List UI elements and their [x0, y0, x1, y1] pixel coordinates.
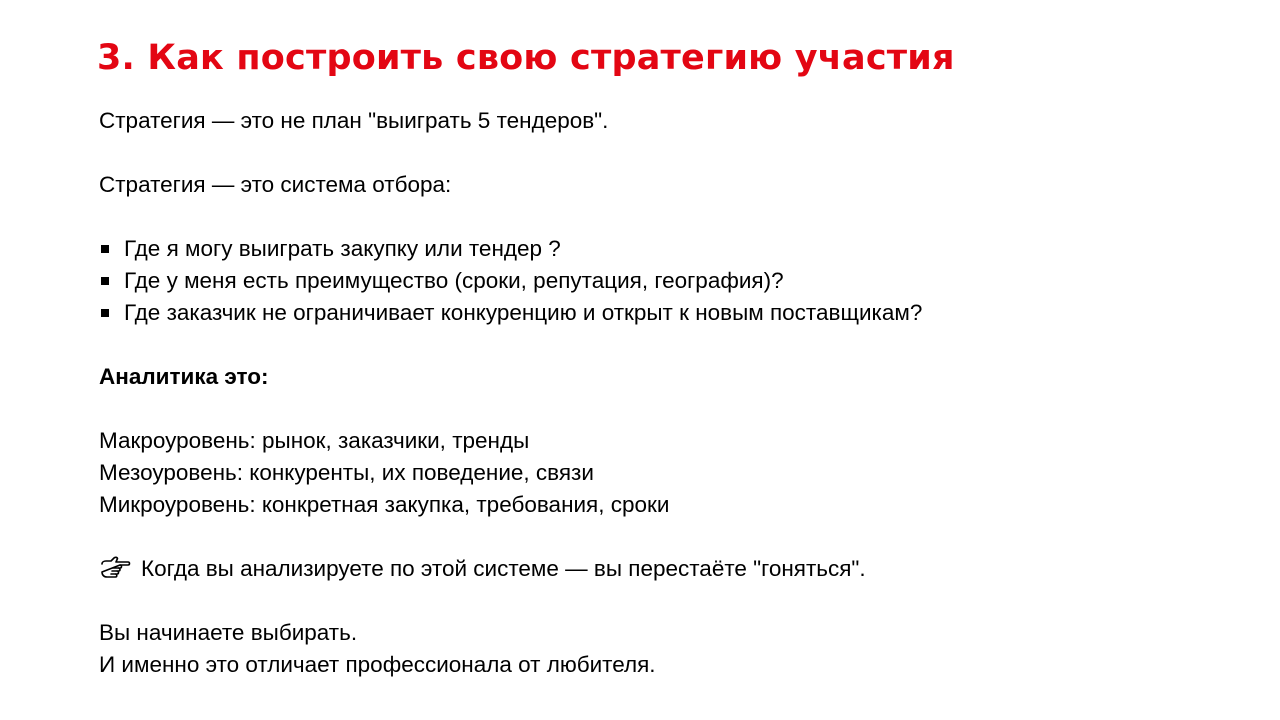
square-bullet-icon	[101, 309, 109, 317]
bullet-text: Где у меня есть преимущество (сроки, репутация, география)?	[124, 268, 784, 293]
meso-level-line: Мезоуровень: конкуренты, их поведение, связи	[99, 460, 594, 485]
pointer-line	[99, 553, 1219, 585]
bullet-text: Где заказчик не ограничивает конкуренцию и открыт к новым поставщикам?	[124, 300, 923, 325]
bullet-list	[99, 233, 1219, 329]
closing-line-2: И именно это отличает профессионала от любителя.	[99, 652, 656, 677]
bullet-item	[99, 265, 1219, 297]
spacer	[99, 393, 1219, 425]
intro-line-2: Стратегия — это система отбора:	[99, 172, 452, 197]
closing-line-1: Вы начинаете выбирать.	[99, 620, 358, 645]
spacer	[99, 329, 1219, 361]
spacer	[99, 201, 1219, 233]
slide-body	[99, 105, 1219, 681]
square-bullet-icon	[101, 277, 109, 285]
bullet-text: Где я могу выиграть закупку или тендер ?	[124, 236, 561, 261]
intro-line-1: Стратегия — это не план "выиграть 5 тендеров".	[99, 108, 609, 133]
slide-title: 3. Как построить свою стратегию участия	[97, 38, 955, 78]
bullet-item	[99, 297, 1219, 329]
pointing-hand-icon	[99, 555, 131, 581]
analytics-heading: Аналитика это:	[99, 364, 269, 389]
square-bullet-icon	[101, 245, 109, 253]
spacer	[99, 521, 1219, 553]
micro-level-line: Микроуровень: конкретная закупка, требования, сроки	[99, 492, 670, 517]
pointer-text: Когда вы анализируете по этой системе — вы перестаёте "гоняться".	[141, 556, 866, 581]
macro-level-line: Макроуровень: рынок, заказчики, тренды	[99, 428, 530, 453]
bullet-item	[99, 233, 1219, 265]
spacer	[99, 137, 1219, 169]
spacer	[99, 585, 1219, 617]
